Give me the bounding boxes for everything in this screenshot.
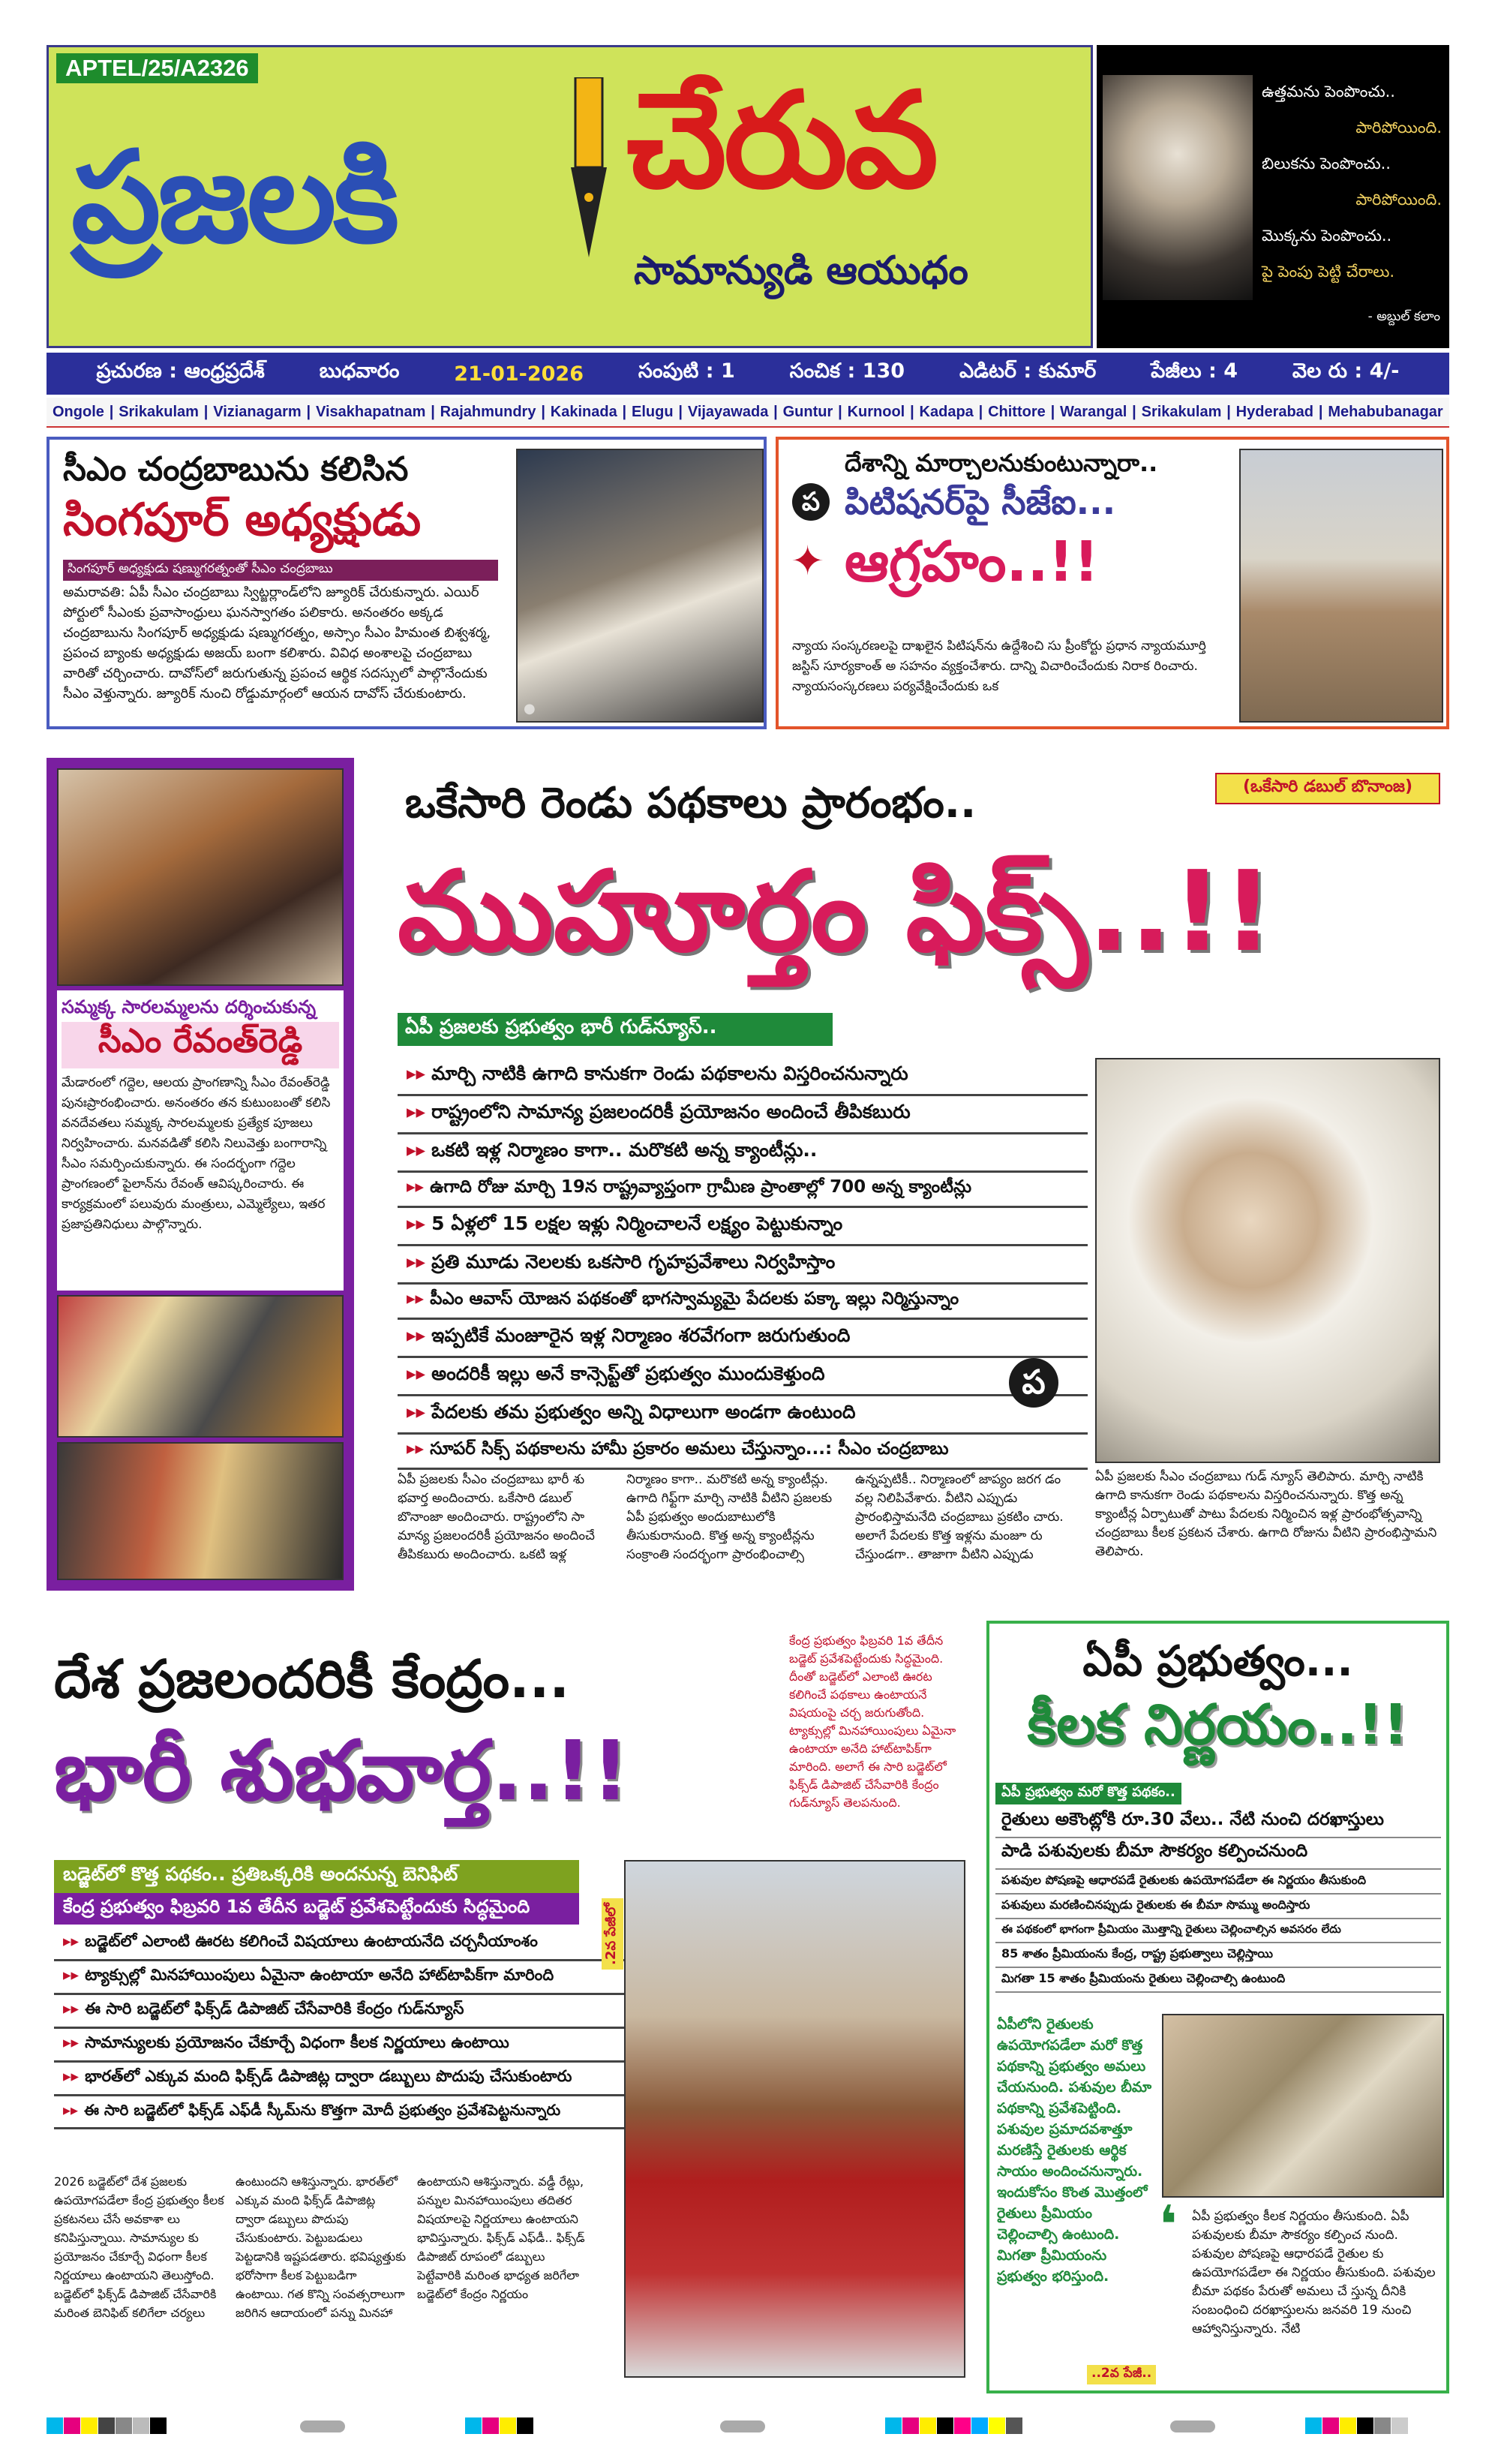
double-arrow-icon: ▸▸ [63,2067,80,2085]
lead-bullet-text: ఇప్పటికే మంజూరైన ఇళ్ల నిర్మాణం శరవేగంగా జరుగుతుంది [431,1324,851,1346]
ap-small-bullet: 85 శాతం ప్రీమియంను కేంద్ర, రాష్ట్ర ప్రభుత్వాలు చెల్లిస్తాయి [995,1943,1441,1968]
ap-bullet: రైతులు అకౌంట్లోకి రూ.30 వేలు.. నేటి నుంచి దరఖాస్తులు [995,1807,1441,1838]
city-item[interactable]: Visakhapatnam [315,403,426,420]
story3-body: మేడారంలో గద్దెల, ఆలయ ప్రాంగణాన్ని సీఎం రేవంత్‌రెడ్డి పునఃప్రారంభించారు. అనంతరం తన కుటుంబంతో కలిసి వనదేవతలు సమ్మక్క సారలమ్మలకు ప్రత్యేక పూజలు నిర్వహించారు. మనవడితో కలిసి నిలువెత్తు బంగారాన్ని సీఎం సమర్పించుకున్నారు. ఈ సందర్భంగా గద్దెల ప్రాంగణంలో పైలాన్‌ను రేవంత్ ఆవిష్కరించారు. ఈ కార్యక్రమంలో పలువురు మంత్రులు, ఎమ్మెల్యేలు, ఇతర ప్రజాప్రతినిధులు పాల్గొన్నారు. [62,1075,331,1232]
info-bar [47,353,1449,395]
ap-small-bullet: పశువుల పోషణపై ఆధారపడే రైతులకు ఉపయోగపడేలా ఈ నిర్ణయం తీసుకుంది [995,1870,1441,1895]
story5-bullet-list [995,1807,1441,1993]
story4-photo [624,1860,965,2378]
lead-headline: ముహూర్తం ఫిక్స్..!! [398,847,1274,976]
budget-bullet-text: సామాన్యులకు ప్రయోజనం చేకూర్చే విధంగా కీలక నిర్ణయాలు ఉంటాయి [85,2033,509,2051]
double-arrow-icon: ▸▸ [407,1439,425,1459]
story5-headline: కీలక నిర్ణయం..!! [1027,1693,1409,1757]
lead-sub: ఏపీ ప్రజలకు ప్రభుత్వం భారీ గుడ్‌న్యూస్.. [398,1013,833,1046]
lead-bullet-text: రాష్ట్రంలోని సామాన్య ప్రజలందరికీ ప్రయోజనం అందించే తీపికబురు [431,1101,911,1122]
budget-bullet [54,2029,624,2063]
lead-bullet [398,1058,1088,1096]
lead-bullet [398,1208,1088,1246]
info-volume: సంపుటి : 1 [638,359,735,383]
double-arrow-icon: ▸▸ [407,1139,426,1161]
lead-bullet [398,1285,1088,1320]
lead-bullet [398,1246,1088,1285]
story3-kicker: సమ్మక్క సారలమ్మలను దర్శించుకున్న [62,996,317,1017]
story4-body-col3: ఉంటాయని ఆశిస్తున్నారు. వడ్డీ రేట్లు, పన్నుల మినహాయింపులు తదితర విషయాలపై నిర్ణయాలు ఉంటాయని భావిస్తున్నారు. ఫిక్స్‌డ్ ఎఫ్‌డీ.. ఫిక్స్‌డ్ డిపాజిట్ రూపంలో డబ్బులు పెట్టేవారికి మరింత భాధ్యత జరిగేలా బడ్జెట్‌లో కేంద్రం నిర్ణయం [417,2174,585,2301]
story-budget [47,1632,973,2390]
city-item[interactable]: Warangal [1060,403,1127,420]
story4-body-col2: ఉంటుందని ఆశిస్తున్నారు. భారత్‌లో ఎక్కువ మంది ఫిక్స్‌డ్ డిపాజిట్ల ద్వారా డబ్బులు పొదుపు చేసుకుంటారు. పెట్టుబడులు పెట్టడానికి ఇష్టపడతారు. భవిష్యత్తుకు భరోసాగా కీలక పెట్టుబడిగా ఉంటాయి. గత కొన్ని సంవత్సరాలుగా జరిగిన ఆదాయంలో పన్ను మినహా [236,2174,407,2320]
quote-mark-icon: ❛ [1159,2194,1178,2255]
city-item[interactable]: Srikakulam [1141,403,1222,420]
city-item[interactable]: Elugu [632,403,674,420]
brand-logo-icon: ప [792,483,830,521]
budget-bullet [54,2096,624,2129]
double-arrow-icon: ▸▸ [407,1401,426,1423]
lead-bullet [398,1320,1088,1358]
ap-small-bullet: పశువులు మరణించినప్పుడు రైతులకు ఈ బీమా సొమ్ము అందిస్తారు [995,1895,1441,1919]
info-price: వెల రు : 4/- [1292,359,1400,383]
lead-bullet-text: 5 ఏళ్లలో 15 లక్షల ఇళ్లు నిర్మించాలనే లక్ష్యం పెట్టుకున్నాం [431,1212,843,1234]
story2-kicker: దేశాన్ని మార్చాలనుకుంటున్నారా.. [845,449,1158,477]
masthead-tagline: సామాన్యుడి ఆయుధం [634,248,968,293]
lead-bullet [398,1435,1088,1470]
story5-photo [1162,2014,1444,2198]
lead-body-col2: నిర్మాణం కాగా.. మరొకటి అన్న క్యాంటీన్లు. ఉగాది గిఫ్ట్‌గా మార్చి నాటికి వీటిని ప్రజలకు ఏపీ ప్రభుత్వం అందుబాటులోకి తీసుకురానుంది. కొత్త అన్న క్యాంటీన్లను సంక్రాంతి సందర్భంగా ప్రారంభించాల్సి [626,1472,833,1562]
story5-body: ఏపీ ప్రభుత్వం కీలక నిర్ణయం తీసుకుంది. ఏపీ పశువులకు బీమా సౌకర్యం కల్పించ నుంది. పశువుల పోషణపై ఆధారపడే రైతుల కు ఉపయోగపడేలా ఈ నిర్ణయం తీసుకుంది. పశువుల బీమా పథకం పేరుతో అమలు చే స్తున్న దీనికి సంబంధించి దరఖాస్తులను జనవరి 19 నుంచి ఆహ్వానిస్తున్నారు. నేటి [1192,2209,1436,2336]
story-cji [776,437,1449,729]
budget-bullet-text: బడ్జెట్‌లో ఎలాంటి ఊరట కలిగించే విషయాలు ఉంటాయనేది చర్చనీయాంశం [85,1932,538,1950]
city-item[interactable]: Kurnool [847,403,905,420]
lead-story [368,758,1449,1591]
double-arrow-icon: ▸▸ [407,1289,425,1309]
info-pages: పేజీలు : 4 [1151,359,1238,383]
registration-number: APTEL/25/A2326 [56,53,258,83]
double-arrow-icon: ▸▸ [63,2101,79,2119]
lead-tag: (ఒకేసారి డబుల్ బొనాంజ) [1215,773,1440,804]
story4-kicker: దేశ ప్రజలందరికీ కేంద్రం... [54,1648,569,1710]
info-editor: ఎడిటర్ : కుమార్ [959,359,1097,383]
lead-bullet-text: ఉగాది రోజు మార్చి 19న రాష్ట్రవ్యాప్తంగా గ్రామీణ ప్రాంతాల్లో 700 అన్న క్యాంటీన్లు [430,1177,972,1197]
story1-sub: సింగపూర్ అధ్యక్షుడు షణ్ముగరత్నంతో సీఎం చంద్రబాబు [63,560,498,581]
ap-bullet: పాడి పశువులకు బీమా సౌకర్యం కల్పించనుంది [995,1838,1441,1870]
lead-kicker: ఒకేసారి రెండు పథకాలు ప్రారంభం.. [405,779,977,828]
ap-small-bullet: ఈ పథకంలో భాగంగా ప్రీమియం మొత్తాన్ని రైతులు చెల్లించాల్సిన అవసరం లేదు [995,1919,1441,1943]
lead-bullet [398,1358,1088,1396]
story2-headline2: ఆగ్రహం..!! [845,530,1100,594]
double-arrow-icon: ▸▸ [407,1251,426,1273]
story5-label: ఏపీ ప్రభుత్వం మరో కొత్త పథకం.. [995,1783,1181,1804]
color-registration-bar-left [47,2417,167,2437]
info-day: బుధవారం [319,359,400,383]
color-registration-bar-far-right [1305,2417,1409,2437]
story2-photo [1239,449,1443,723]
lead-bullet-text: ఒకటి ఇళ్ల నిర్మాణం కాగా.. మరొకటి అన్న క్యాంటీన్లు.. [431,1139,818,1161]
lead-bullet [398,1096,1088,1134]
double-arrow-icon: ▸▸ [407,1101,426,1122]
double-arrow-icon: ▸▸ [407,1212,426,1234]
lead-bullet-text: సూపర్ సిక్స్ పథకాలను హామీ ప్రకారం అమలు చేస్తున్నాం...: సీఎం చంద్రబాబు [430,1439,949,1459]
double-arrow-icon: ▸▸ [407,1062,426,1084]
city-item[interactable]: Mehabubanagar [1328,403,1443,420]
story4-band1: బడ్జెట్‌లో కొత్త పథకం.. ప్రతిఒక్కరికి అందనున్న బెనిఫిట్ [54,1860,579,1893]
city-item[interactable]: Chittore [988,403,1046,420]
city-item[interactable]: Vizianagarm [213,403,302,420]
budget-bullet-text: ఈ సారి బడ్జెట్‌లో ఫిక్స్‌డ్ డిపాజిట్ చేసేవారికి కేంద్రం గుడ్‌న్యూస్ [85,2000,464,2018]
budget-bullet [54,1961,624,1995]
color-registration-bar-right [885,2417,1023,2437]
story4-band2: కేంద్ర ప్రభుత్వం ఫిబ్రవరి 1వ తేదీన బడ్జెట్ ప్రవేశపెట్టేందుకు సిద్ధమైంది [54,1893,579,1925]
city-item[interactable]: Ongole [53,403,104,420]
lead-bullet-text: ప్రతి మూడు నెలలకు ఒకసారి గృహప్రవేశాలు నిర్వహిస్తాం [431,1251,836,1273]
sparkle-icon: ✦ [791,537,825,584]
story3-photo-bottom [57,1442,344,1580]
info-issue: సంచిక : 130 [789,359,905,383]
story3-photo-top [57,768,344,986]
quote-line: పారిపోయింది. [1355,191,1442,209]
double-arrow-icon: ▸▸ [407,1177,425,1197]
masthead [47,45,1093,348]
quote-author: - అబ్దుల్ కలాం [1367,309,1440,324]
masthead-title-part2: చేరువ [626,64,936,218]
budget-bullet-text: ట్యాక్సుల్లో మినహాయింపులు ఏమైనా ఉంటాయా అనేది హాట్‌టాపిక్‌గా మారింది [85,1966,554,1984]
double-arrow-icon: ▸▸ [407,1324,426,1346]
info-publish: ప్రచురణ : ఆంధ్రప్రదేశ్ [96,359,265,383]
story4-bullet-list [54,1928,624,2129]
ap-small-bullet: మిగతా 15 శాతం ప్రీమియంను రైతులు చెల్లించాల్సి ఉంటుంది [995,1968,1441,1993]
masthead-title-part1: ప్రజలకి [71,124,397,271]
double-arrow-icon: ▸▸ [63,2000,80,2018]
lead-bullet [398,1396,1088,1435]
story2-body: న్యాయ సంస్కరణలపై దాఖలైన పిటిషన్‌ను ఉద్దేశించి సు ప్రీంకోర్టు ప్రధాన న్యాయమూర్తి జస్టిస్ సూర్యకాంత్ అ సహనం వ్యక్తంచేశారు. దాన్ని విచారించేందుకు నిరాక రించారు. న్యాయసంస్కరణలు పర్యవేక్షించేందుకు ఒక [792,639,1206,694]
story-revanth [47,758,354,1591]
lead-photo [1095,1058,1440,1463]
budget-bullet [54,1928,624,1961]
city-item[interactable]: Kadapa [919,403,974,420]
story1-body: అమరావతి: ఏపీ సీఎం చంద్రబాబు స్విట్జర్లాండ్‌లోని జ్యూరిక్ చేరుకున్నారు. ఎయిర్ పోర్టులో సీఎంకు ప్రవాసాంధ్రులు ఘనస్వాగతం పలికారు. అనంతరం అక్కడ చంద్రబాబును సింగపూర్ అధ్యక్షుడు షణ్ముగరత్నం, అస్సాం సీఎం హిమంత బిశ్వశర్మ, ప్రపంచ బ్యాంకు అధ్యక్షుడు అజయ్ బంగా కలిశారు. వివిధ అంశాలపై చంద్రబాబు వారితో చర్చించారు. దావోస్‌లో జరుగుతున్న ప్రపంచ ఆర్థిక సదస్సులో పాల్గొనేందుకు సీఎం వెళ్తున్నారు. జ్యూరిక్ నుంచి రోడ్డుమార్గంలో ఆయన దావోస్ చేరుకుంటారు. [63,584,491,702]
story4-body-col1: 2026 బడ్జెట్‌లో దేశ ప్రజలకు ఉపయోగపడేలా కేంద్ర ప్రభుత్వం కీలక ప్రకటనలు చేసే అవకాశా లు కనిపిస్తున్నాయి. సామాన్యుల కు ప్రయోజనం చేకూర్చే విధంగా కీలక నిర్ణయాలు ఉంటాయని తెలుస్తోంది. బడ్జెట్‌లో ఫిక్స్‌డ్ డిపాజిట్ చేసేవారికి మరింత బెనిఫిట్ కలిగేలా చర్యలు [54,2174,224,2320]
double-arrow-icon: ▸▸ [63,2033,80,2051]
story1-kicker: సీఎం చంద్రబాబును కలిసిన [63,450,409,488]
story4-headline: భారీ శుభవార్త..!! [54,1723,629,1819]
color-registration-bar-mid [465,2417,534,2437]
lead-body-col3: ఉన్నప్పటికీ.. నిర్మాణంలో జాప్యం జరగ డం వల్ల నిలిపివేశారు. వీటిని ఎప్పుడు ప్రారంభిస్తామనేది చంద్రబాబు ప్రకటిం చారు. అలాగే పేదలకు కొత్త ఇళ్లను మంజూ రు చేస్తుండగా.. తాజాగా వీటిని ఎప్పుడు [855,1472,1064,1562]
story4-side-text: కేంద్ర ప్రభుత్వం ఫిబ్రవరి 1వ తేదీన బడ్జెట్ ప్రవేశపెట్టేందుకు సిద్ధమైంది. దీంతో బడ్జెట్‌లో ఎలాంటి ఊరట కలిగించే పథకాలు ఉంటాయనే విషయంపై చర్చ జరుగుతోంది. ట్యాక్సుల్లో మినహాయింపులు ఏమైనా ఉంటాయా అనేది హాట్‌టాపిక్‌గా మారింది. అలాగే ఈ సారి బడ్జెట్‌లో ఫిక్స్‌డ్ డిపాజిట్ చేసేవారికి కేంద్రం గుడ్‌న్యూస్ తెలపనుంది. [789,1633,956,1810]
city-item[interactable]: Kakinada [550,403,617,420]
story4-photo-tag: .2వ పేజీలో [602,1898,623,1970]
story3-headline: సీఎం రేవంత్‌రెడ్డి [62,1022,339,1068]
lead-photo-caption: ఏపీ ప్రజలకు సీఎం చంద్రబాబు గుడ్ న్యూస్ తెలిపారు. మార్చి నాటికి ఉగాది కానుకగా రెండు పథకాలను విస్తరించనున్నారు. కొత్త అన్న క్యాంటీన్ల ఏర్పాటుతో పాటు పేదలకు నిర్మించిన ఇళ్ల ప్రారంభోత్సవాన్ని చంద్రబాబు కీలక ప్రకటన చేశారు. ఉగాది రోజును వీటిని ప్రారంభిస్తామని తెలిపారు. [1095,1469,1437,1559]
story2-headline1: పిటిషనర్‌పై సీజేఐ... [845,482,1116,522]
quote-line: మొక్కను పెంపొంచు.. [1262,227,1392,245]
budget-bullet-text: ఈ సారి బడ్జెట్‌లో ఫిక్స్‌డ్ ఎఫ్‌డీ స్కీమ్‌ను కొత్తగా మోదీ ప్రభుత్వం ప్రవేశపెట్టనున్నారు [84,2101,561,2119]
double-arrow-icon: ▸▸ [407,1363,426,1384]
story-singapore [47,437,767,729]
budget-bullet [54,2063,624,2096]
lead-bullet [398,1173,1088,1208]
story3-text-panel [57,990,344,1291]
double-arrow-icon: ▸▸ [63,1932,80,1950]
city-item[interactable]: Srikakulam [119,403,199,420]
lead-bullet-text: పీఎం ఆవాస్ యోజన పథకంతో భాగస్వామ్యమై పేదలకు పక్కా ఇల్లు నిర్మిస్తున్నాం [430,1289,959,1309]
quote-line: పై పెంపు పెట్టి చేరాలు. [1262,263,1395,281]
story3-photo-mid [57,1295,344,1438]
lead-bullet-text: అందరికీ ఇల్లు అనే కాన్సెప్ట్‌తో ప్రభుత్వం ముందుకెళ్తుంది [431,1363,825,1384]
registration-mark [720,2420,765,2432]
double-arrow-icon: ▸▸ [63,1966,80,1984]
registration-mark [300,2420,345,2432]
quote-line: ఉత్తమను పెంపొంచు.. [1262,83,1395,101]
city-item[interactable]: Rajahmundry [440,403,536,420]
quote-line: పారిపోయింది. [1355,119,1442,137]
quote-line: బిలుకను పెంపొంచు.. [1262,155,1391,173]
city-item[interactable]: Hyderabad [1235,403,1314,420]
lead-bullet-list [398,1058,1088,1470]
quote-lines [1262,74,1442,290]
story5-page-tag: ..2వ పేజీ.. [1087,2365,1156,2384]
pen-nib-icon [566,77,611,265]
city-item[interactable]: Vijayawada [687,403,769,420]
story1-photo: ● [516,449,764,723]
story-ap-govt [986,1621,1449,2393]
quote-box [1097,45,1449,348]
lead-body-col1: ఏపీ ప్రజలకు సీఎం చంద్రబాబు భారీ శు భవార్త అందించారు. ఒకేసారి డబుల్ బొనాంజా అందించారు. రాష్ట్రంలోని సా మాన్య ప్రజలందరికీ ప్రయోజనం అందించే తీపికబురు అందించారు. ఒకటి ఇళ్ల [398,1472,595,1562]
city-bar: Ongole | Srikakulam | Vizianagarm | Visakhapatnam | Rajahmundry | Kakinada | Elugu | Vijayawada | Guntur | Kurnool | Kadapa | Chittore | Warangal | Srikakulam | Hyderabad | Mehabubanagar [47,398,1449,428]
story5-side-col: ఏపీలోని రైతులకు ఉపయోగపడేలా మరో కొత్త పథకాన్ని ప్రభుత్వం అమలు చేయనుంది. పశువుల బీమా పథకాన్ని ప్రవేశపెట్టింది. పశువుల ప్రమాదవశాత్తూ మరణిస్తే రైతులకు ఆర్థిక సాయం అందించనున్నారు. ఇందుకోసం కొంత మొత్తంలో రైతులు ప్రీమియం చెల్లించాల్సి ఉంటుంది. మిగతా ప్రీమియంను ప్రభుత్వం భరిస్తుంది. [997,2016,1152,2285]
lead-bullet-text: పేదలకు తమ ప్రభుత్వం అన్ని విధాలుగా అండగా ఉంటుంది [431,1401,856,1423]
lead-bullet-text: మార్చి నాటికి ఉగాది కానుకగా రెండు పథకాలను విస్తరించనున్నారు [431,1062,908,1084]
story1-headline: సింగపూర్ అధ్యక్షుడు [63,494,422,546]
budget-bullet-text: భారత్‌లో ఎక్కువ మంది ఫిక్స్‌డ్ డిపాజిట్ల ద్వారా డబ్బులు పొదుపు చేసుకుంటారు [85,2067,572,2085]
info-date: 21-01-2026 [454,362,584,386]
registration-mark [1170,2420,1215,2432]
budget-bullet [54,1995,624,2029]
lead-bullet [398,1134,1088,1173]
portrait-photo [1103,75,1253,300]
brand-logo-icon: ప [1009,1358,1058,1408]
story5-kicker: ఏపీ ప్రభుత్వం... [1082,1637,1353,1686]
city-item[interactable]: Guntur [782,403,833,420]
